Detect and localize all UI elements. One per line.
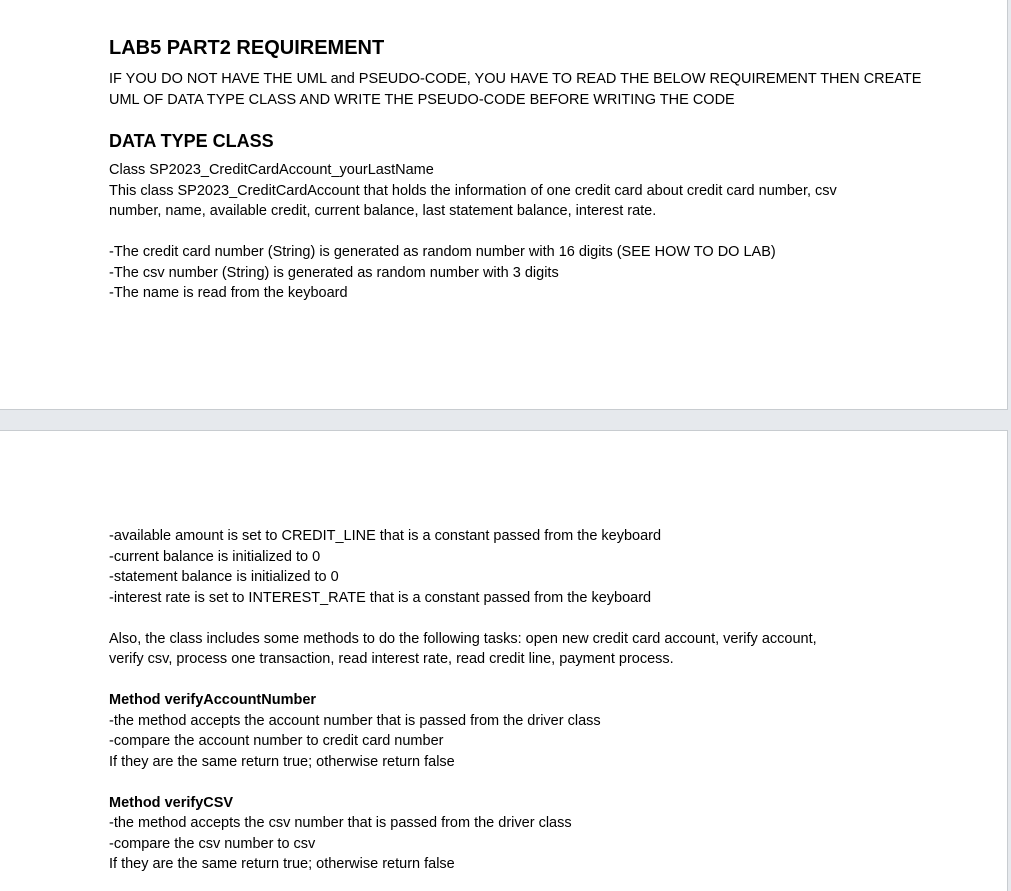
method-verify-csv [109,793,909,875]
method-verify-account-number [109,690,909,772]
document-page-2 [0,430,1008,891]
field-item: -current balance is initialized to 0 [109,548,321,565]
method-line: If they are the same return true; otherwise return false [109,753,455,770]
class-description [109,160,909,222]
section-heading-data-type-class: DATA TYPE CLASS [109,131,274,151]
page-2-content [109,526,909,875]
field-item: -available amount is set to CREDIT_LINE that is a constant passed from the keyboard [109,528,662,544]
method-heading: Method verifyAccountNumber [109,692,317,708]
document-title: LAB5 PART2 REQUIREMENT [109,37,385,59]
page-1-content [109,36,922,304]
method-line: If they are the same return true; otherwise return false [109,856,455,872]
method-line: -compare the csv number to csv [109,835,316,852]
methods-intro-line: Also, the class includes some methods to do the following tasks: open new credit card account, verify account, [109,630,817,647]
class-line: Class SP2023_CreditCardAccount_yourLastName [109,162,434,178]
class-line: This class SP2023_CreditCardAccount that holds the information of one credit card about credit card number, csv [109,182,837,199]
method-line: -the method accepts the csv number that is passed from the driver class [109,815,572,831]
intro-line: IF YOU DO NOT HAVE THE UML and PSEUDO-CODE, YOU HAVE TO READ THE BELOW REQUIREMENT THEN CREATE [109,71,922,87]
intro-paragraph [109,69,922,110]
field-item: -The name is read from the keyboard [109,285,348,301]
field-list-2 [109,526,909,608]
field-item: -The credit card number (String) is generated as random number with 16 digits (SEE HOW TO DO LAB) [109,244,776,260]
method-line: -compare the account number to credit card number [109,733,444,749]
class-line: number, name, available credit, current balance, last statement balance, interest rate. [109,203,657,219]
field-list-1 [109,242,909,304]
method-heading: Method verifyCSV [109,794,234,811]
methods-intro [109,629,909,670]
field-item: -The csv number (String) is generated as random number with 3 digits [109,264,559,281]
methods-intro-line: verify csv, process one transaction, read interest rate, read credit line, payment process. [109,651,674,667]
field-item: -statement balance is initialized to 0 [109,569,339,585]
method-line: -the method accepts the account number that is passed from the driver class [109,712,601,729]
field-item: -interest rate is set to INTEREST_RATE that is a constant passed from the keyboard [109,589,652,606]
document-page-1 [0,0,1008,410]
intro-line: UML OF DATA TYPE CLASS AND WRITE THE PSEUDO-CODE BEFORE WRITING THE CODE [109,91,735,108]
